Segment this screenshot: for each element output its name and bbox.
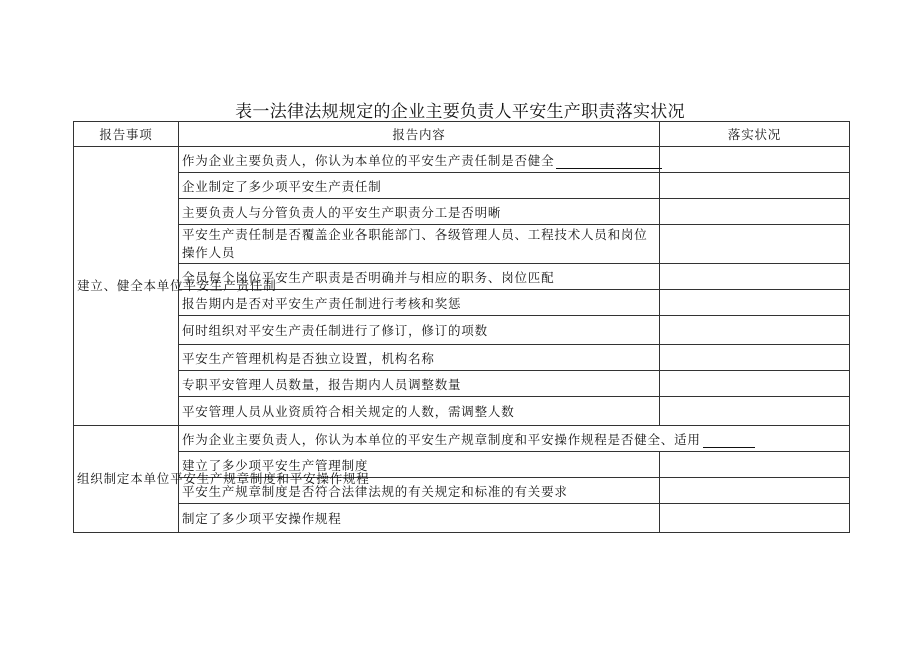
status-cell[interactable] <box>660 478 850 504</box>
table-row <box>74 173 850 199</box>
content-cell: 全员每个岗位平安生产职责是否明确并与相应的职务、岗位匹配 <box>179 264 660 290</box>
answer-blank <box>703 435 755 448</box>
content-cell: 平安生产管理机构是否独立设置，机构名称 <box>179 345 660 371</box>
content-cell: 专职平安管理人员数量，报告期内人员调整数量 <box>179 371 660 397</box>
table-row <box>74 225 850 264</box>
table-row <box>74 426 850 452</box>
content-cell: 建立了多少项平安生产管理制度 <box>179 452 660 478</box>
content-cell: 制定了多少项平安操作规程 <box>179 504 660 533</box>
table-row <box>74 371 850 397</box>
page-title: 表一法律法规规定的企业主要负责人平安生产职责落实状况 <box>235 102 685 122</box>
status-cell[interactable] <box>660 264 850 290</box>
table-row <box>74 199 850 225</box>
report-table <box>73 121 850 533</box>
content-cell <box>179 426 850 452</box>
status-cell[interactable] <box>660 504 850 533</box>
content-cell: 平安生产责任制是否覆盖企业各职能部门、各级管理人员、工程技术人员和岗位操作人员 <box>179 225 660 264</box>
content-text: 作为企业主要负责人，你认为本单位的平安生产责任制是否健全 <box>182 152 555 168</box>
status-cell[interactable] <box>660 452 850 478</box>
status-cell[interactable] <box>660 397 850 426</box>
content-cell: 报告期内是否对平安生产责任制进行考核和奖惩 <box>179 290 660 316</box>
content-text: 作为企业主要负责人，你认为本单位的平安生产规章制度和平安操作规程是否健全、适用 <box>182 431 701 447</box>
category-cell-responsibility: 建立、健全本单位平安生产责任制 <box>74 147 179 426</box>
table-row <box>74 478 850 504</box>
content-cell <box>179 147 660 173</box>
status-cell[interactable] <box>660 147 850 173</box>
answer-blank <box>556 156 662 169</box>
table-row <box>74 147 850 173</box>
status-cell[interactable] <box>660 316 850 345</box>
content-cell: 企业制定了多少项平安生产责任制 <box>179 173 660 199</box>
header-item: 报告事项 <box>74 122 179 147</box>
status-cell[interactable] <box>660 345 850 371</box>
status-cell[interactable] <box>660 199 850 225</box>
table-row <box>74 397 850 426</box>
table-row <box>74 345 850 371</box>
status-cell[interactable] <box>660 290 850 316</box>
table-row <box>74 290 850 316</box>
content-cell: 平安生产规章制度是否符合法律法规的有关规定和标准的有关要求 <box>179 478 660 504</box>
table-row <box>74 504 850 533</box>
status-cell[interactable] <box>660 371 850 397</box>
content-cell: 平安管理人员从业资质符合相关规定的人数，需调整人数 <box>179 397 660 426</box>
table-header-row <box>74 122 850 147</box>
status-cell[interactable] <box>660 173 850 199</box>
category-cell-regulations: 组织制定本单位平安生产规章制度和平安操作规程 <box>74 426 179 533</box>
status-cell[interactable] <box>660 225 850 264</box>
content-cell: 何时组织对平安生产责任制进行了修订，修订的项数 <box>179 316 660 345</box>
table-row <box>74 316 850 345</box>
header-status: 落实状况 <box>660 122 850 147</box>
content-cell: 主要负责人与分管负责人的平安生产职责分工是否明晰 <box>179 199 660 225</box>
header-content: 报告内容 <box>179 122 660 147</box>
